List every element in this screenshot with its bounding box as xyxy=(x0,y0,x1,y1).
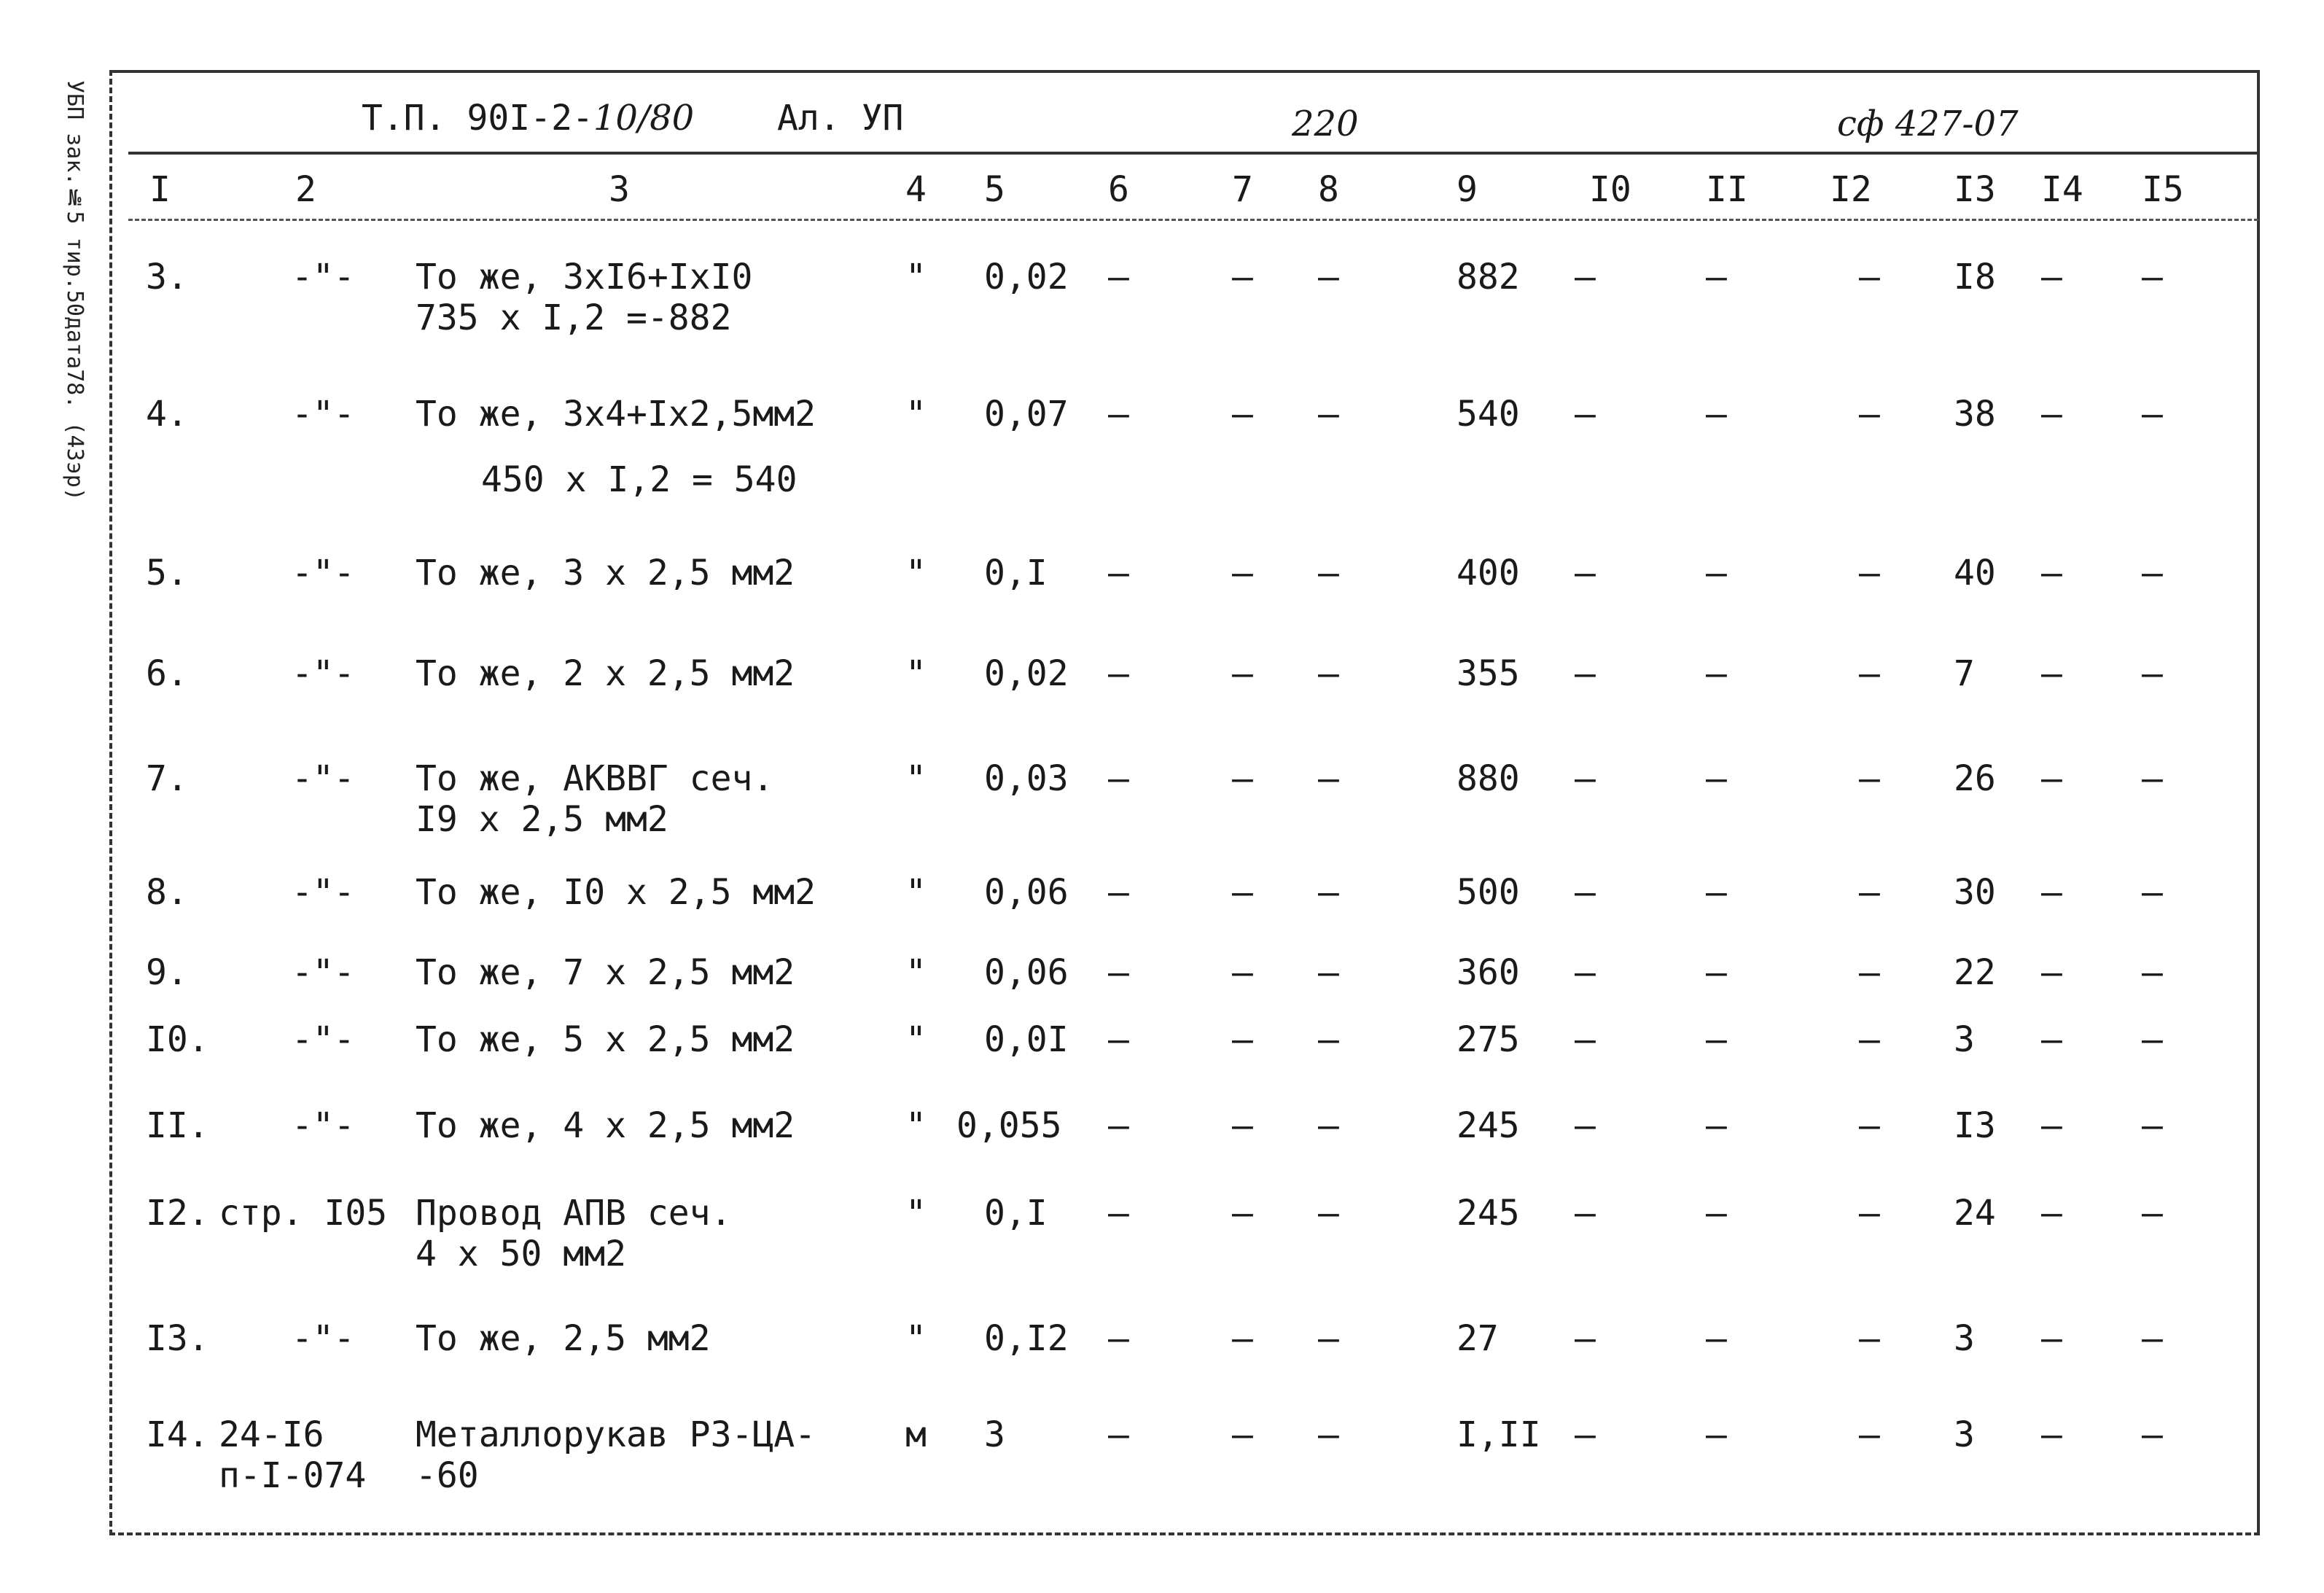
row-col-6: – xyxy=(1108,653,1129,694)
row-col-10: – xyxy=(1575,553,1596,593)
row-reference: -"- xyxy=(292,758,355,799)
row-col-11: – xyxy=(1706,394,1727,435)
column-header-4: 4 xyxy=(905,169,927,210)
row-col-8: – xyxy=(1318,1105,1339,1146)
project-prefix: Т.П. 90I-2- xyxy=(362,98,593,139)
column-header-14: I4 xyxy=(2041,169,2083,210)
row-col-10: – xyxy=(1575,952,1596,993)
row-col-5: 0,I2 xyxy=(984,1318,1069,1359)
row-col-14: – xyxy=(2041,758,2062,799)
row-col-13: 3 xyxy=(1954,1414,1975,1455)
row-number: I4. xyxy=(146,1414,209,1455)
row-description: То же, 3хI6+IхI0 735 х I,2 =-882 xyxy=(416,257,753,338)
row-description: То же, 3 х 2,5 мм2 xyxy=(416,553,795,593)
row-col-7: – xyxy=(1232,257,1253,297)
row-col-9: 355 xyxy=(1457,653,1520,694)
row-col-12: – xyxy=(1859,952,1880,993)
row-number: II. xyxy=(146,1105,209,1146)
row-col-11: – xyxy=(1706,257,1727,297)
row-col-7: – xyxy=(1232,758,1253,799)
row-col-7: – xyxy=(1232,1318,1253,1359)
row-col-15: – xyxy=(2142,1019,2163,1060)
row-unit: " xyxy=(905,872,927,913)
row-col-10: – xyxy=(1575,758,1596,799)
row-col-15: – xyxy=(2142,872,2163,913)
row-reference: -"- xyxy=(292,257,355,297)
row-reference: -"- xyxy=(292,872,355,913)
column-header-11: II xyxy=(1706,169,1748,210)
row-col-9: 400 xyxy=(1457,553,1520,593)
row-col-10: – xyxy=(1575,257,1596,297)
row-unit: " xyxy=(905,257,927,297)
row-col-13: I3 xyxy=(1954,1105,1996,1146)
column-header-7: 7 xyxy=(1232,169,1253,210)
row-col-11: – xyxy=(1706,653,1727,694)
row-col-9: 880 xyxy=(1457,758,1520,799)
row-col-14: – xyxy=(2041,1105,2062,1146)
row-col-6: – xyxy=(1108,553,1129,593)
row-col-7: – xyxy=(1232,394,1253,435)
row-col-10: – xyxy=(1575,872,1596,913)
row-col-11: – xyxy=(1706,872,1727,913)
row-col-8: – xyxy=(1318,1193,1339,1234)
row-unit: " xyxy=(905,653,927,694)
row-col-6: – xyxy=(1108,1019,1129,1060)
row-col-11: – xyxy=(1706,1193,1727,1234)
row-col-7: – xyxy=(1232,1105,1253,1146)
row-col-9: 360 xyxy=(1457,952,1520,993)
row-col-6: – xyxy=(1108,758,1129,799)
row-reference: -"- xyxy=(292,653,355,694)
row-col-9: 245 xyxy=(1457,1193,1520,1234)
row-unit: " xyxy=(905,758,927,799)
row-col-8: – xyxy=(1318,952,1339,993)
row-col-7: – xyxy=(1232,1193,1253,1234)
row-col-5: 0,03 xyxy=(984,758,1069,799)
row-col-15: – xyxy=(2142,257,2163,297)
row-col-10: – xyxy=(1575,1193,1596,1234)
row-col-15: – xyxy=(2142,1193,2163,1234)
column-header-10: I0 xyxy=(1589,169,1631,210)
row-col-14: – xyxy=(2041,653,2062,694)
row-col-12: – xyxy=(1859,1193,1880,1234)
row-col-5: 0,07 xyxy=(984,394,1069,435)
row-col-14: – xyxy=(2041,257,2062,297)
row-col-10: – xyxy=(1575,1105,1596,1146)
row-reference: 24-I6 п-I-074 xyxy=(219,1414,367,1496)
row-unit: " xyxy=(905,952,927,993)
row-number: 4. xyxy=(146,394,188,435)
row-number: 3. xyxy=(146,257,188,297)
row-col-11: – xyxy=(1706,553,1727,593)
row-col-10: – xyxy=(1575,653,1596,694)
row-col-8: – xyxy=(1318,394,1339,435)
row-number: I0. xyxy=(146,1019,209,1060)
row-col-10: – xyxy=(1575,1019,1596,1060)
row-col-13: 24 xyxy=(1954,1193,1996,1234)
row-col-14: – xyxy=(2041,952,2062,993)
row-col-9: 245 xyxy=(1457,1105,1520,1146)
sheet-label: Ал. УП xyxy=(777,98,904,139)
row-description: То же, 4 х 2,5 мм2 xyxy=(416,1105,795,1146)
row-col-8: – xyxy=(1318,257,1339,297)
row-col-8: – xyxy=(1318,872,1339,913)
column-header-5: 5 xyxy=(984,169,1005,210)
row-col-8: – xyxy=(1318,758,1339,799)
row-description: То же, 7 х 2,5 мм2 xyxy=(416,952,795,993)
row-col-12: – xyxy=(1859,872,1880,913)
row-col-13: 26 xyxy=(1954,758,1996,799)
row-number: I2. xyxy=(146,1193,209,1234)
row-reference: -"- xyxy=(292,1019,355,1060)
row-col-14: – xyxy=(2041,553,2062,593)
row-reference: -"- xyxy=(292,553,355,593)
row-reference: -"- xyxy=(292,394,355,435)
column-header-3: 3 xyxy=(609,169,630,210)
row-description: То же, 2 х 2,5 мм2 xyxy=(416,653,795,694)
row-col-12: – xyxy=(1859,1414,1880,1455)
row-col-14: – xyxy=(2041,872,2062,913)
row-unit: " xyxy=(905,1019,927,1060)
project-suffix: 10/80 xyxy=(593,98,695,139)
row-col-7: – xyxy=(1232,553,1253,593)
row-col-8: – xyxy=(1318,1318,1339,1359)
row-col-13: I8 xyxy=(1954,257,1996,297)
row-col-15: – xyxy=(2142,1318,2163,1359)
row-col-10: – xyxy=(1575,1318,1596,1359)
row-col-11: – xyxy=(1706,1318,1727,1359)
row-col-6: – xyxy=(1108,257,1129,297)
row-col-13: 38 xyxy=(1954,394,1996,435)
row-col-9: 500 xyxy=(1457,872,1520,913)
row-description-calc: 450 х I,2 = 540 xyxy=(481,459,798,500)
row-reference: -"- xyxy=(292,1318,355,1359)
row-unit: " xyxy=(905,553,927,593)
row-col-10: – xyxy=(1575,394,1596,435)
row-col-12: – xyxy=(1859,1105,1880,1146)
row-number: 5. xyxy=(146,553,188,593)
row-col-11: – xyxy=(1706,758,1727,799)
row-col-8: – xyxy=(1318,553,1339,593)
row-col-12: – xyxy=(1859,1019,1880,1060)
row-col-12: – xyxy=(1859,758,1880,799)
column-header-8: 8 xyxy=(1318,169,1339,210)
row-col-11: – xyxy=(1706,1019,1727,1060)
row-col-13: 3 xyxy=(1954,1318,1975,1359)
column-header-13: I3 xyxy=(1954,169,1996,210)
row-col-12: – xyxy=(1859,653,1880,694)
row-number: 7. xyxy=(146,758,188,799)
row-col-13: 40 xyxy=(1954,553,1996,593)
row-col-5: 0,I xyxy=(984,553,1048,593)
row-col-15: – xyxy=(2142,553,2163,593)
row-col-5: 3 xyxy=(984,1414,1005,1455)
row-description: То же, 2,5 мм2 xyxy=(416,1318,711,1359)
column-header-6: 6 xyxy=(1108,169,1129,210)
row-description: То же, 5 х 2,5 мм2 xyxy=(416,1019,795,1060)
row-col-15: – xyxy=(2142,1105,2163,1146)
row-col-13: 7 xyxy=(1954,653,1975,694)
project-number xyxy=(362,98,694,139)
row-description: То же, 3х4+Iх2,5мм2 xyxy=(416,394,816,435)
row-col-12: – xyxy=(1859,257,1880,297)
row-col-14: – xyxy=(2041,1193,2062,1234)
row-col-7: – xyxy=(1232,1414,1253,1455)
row-unit: " xyxy=(905,1318,927,1359)
row-col-5: 0,06 xyxy=(984,952,1069,993)
row-description: То же, I0 х 2,5 мм2 xyxy=(416,872,816,913)
row-col-8: – xyxy=(1318,1019,1339,1060)
row-reference: -"- xyxy=(292,1105,355,1146)
row-col-14: – xyxy=(2041,1318,2062,1359)
row-col-5: 0,055 xyxy=(956,1105,1062,1146)
column-header-2: 2 xyxy=(295,169,316,210)
row-col-6: – xyxy=(1108,1318,1129,1359)
row-col-14: – xyxy=(2041,1019,2062,1060)
row-unit: " xyxy=(905,1193,927,1234)
row-col-11: – xyxy=(1706,952,1727,993)
row-col-14: – xyxy=(2041,394,2062,435)
row-col-13: 3 xyxy=(1954,1019,1975,1060)
row-col-14: – xyxy=(2041,1414,2062,1455)
row-col-6: – xyxy=(1108,872,1129,913)
row-col-12: – xyxy=(1859,394,1880,435)
row-col-11: – xyxy=(1706,1414,1727,1455)
row-col-13: 30 xyxy=(1954,872,1996,913)
row-number: 6. xyxy=(146,653,188,694)
row-col-6: – xyxy=(1108,1193,1129,1234)
column-header-15: I5 xyxy=(2142,169,2184,210)
row-col-6: – xyxy=(1108,952,1129,993)
row-col-5: 0,02 xyxy=(984,257,1069,297)
row-col-8: – xyxy=(1318,653,1339,694)
row-description: Провод АПВ сеч. 4 х 50 мм2 xyxy=(416,1193,732,1274)
row-col-6: – xyxy=(1108,394,1129,435)
row-number: 8. xyxy=(146,872,188,913)
side-stamp: УБП зак.№5 тир.50дата78. (43эр) xyxy=(62,80,87,501)
row-col-15: – xyxy=(2142,1414,2163,1455)
column-header-1: I xyxy=(149,169,171,210)
row-reference: -"- xyxy=(292,952,355,993)
row-col-5: 0,I xyxy=(984,1193,1048,1234)
row-col-9: I,II xyxy=(1457,1414,1541,1455)
row-col-7: – xyxy=(1232,952,1253,993)
row-unit: " xyxy=(905,1105,927,1146)
row-col-15: – xyxy=(2142,394,2163,435)
row-col-6: – xyxy=(1108,1105,1129,1146)
row-unit: " xyxy=(905,394,927,435)
row-col-10: – xyxy=(1575,1414,1596,1455)
row-col-7: – xyxy=(1232,1019,1253,1060)
row-col-7: – xyxy=(1232,653,1253,694)
row-description: Металлорукав РЗ-ЦА- -60 xyxy=(416,1414,816,1496)
row-col-15: – xyxy=(2142,653,2163,694)
row-col-13: 22 xyxy=(1954,952,1996,993)
header-divider xyxy=(128,152,2258,155)
row-col-15: – xyxy=(2142,758,2163,799)
column-header-9: 9 xyxy=(1457,169,1478,210)
row-col-5: 0,02 xyxy=(984,653,1069,694)
row-col-9: 275 xyxy=(1457,1019,1520,1060)
row-col-9: 540 xyxy=(1457,394,1520,435)
page-number: 220 xyxy=(1292,104,1359,144)
row-col-5: 0,06 xyxy=(984,872,1069,913)
row-col-9: 27 xyxy=(1457,1318,1499,1359)
column-header-12: I2 xyxy=(1830,169,1872,210)
row-description: То же, АКВВГ сеч. I9 х 2,5 мм2 xyxy=(416,758,774,840)
row-col-12: – xyxy=(1859,553,1880,593)
row-col-6: – xyxy=(1108,1414,1129,1455)
row-unit: м xyxy=(905,1414,927,1455)
document-code: сф 427-07 xyxy=(1837,104,2019,144)
row-col-12: – xyxy=(1859,1318,1880,1359)
column-header-divider xyxy=(128,219,2258,221)
row-col-8: – xyxy=(1318,1414,1339,1455)
row-col-15: – xyxy=(2142,952,2163,993)
row-col-5: 0,0I xyxy=(984,1019,1069,1060)
row-col-9: 882 xyxy=(1457,257,1520,297)
row-number: 9. xyxy=(146,952,188,993)
row-number: I3. xyxy=(146,1318,209,1359)
row-reference: стр. I05 xyxy=(219,1193,388,1234)
row-col-7: – xyxy=(1232,872,1253,913)
row-col-11: – xyxy=(1706,1105,1727,1146)
